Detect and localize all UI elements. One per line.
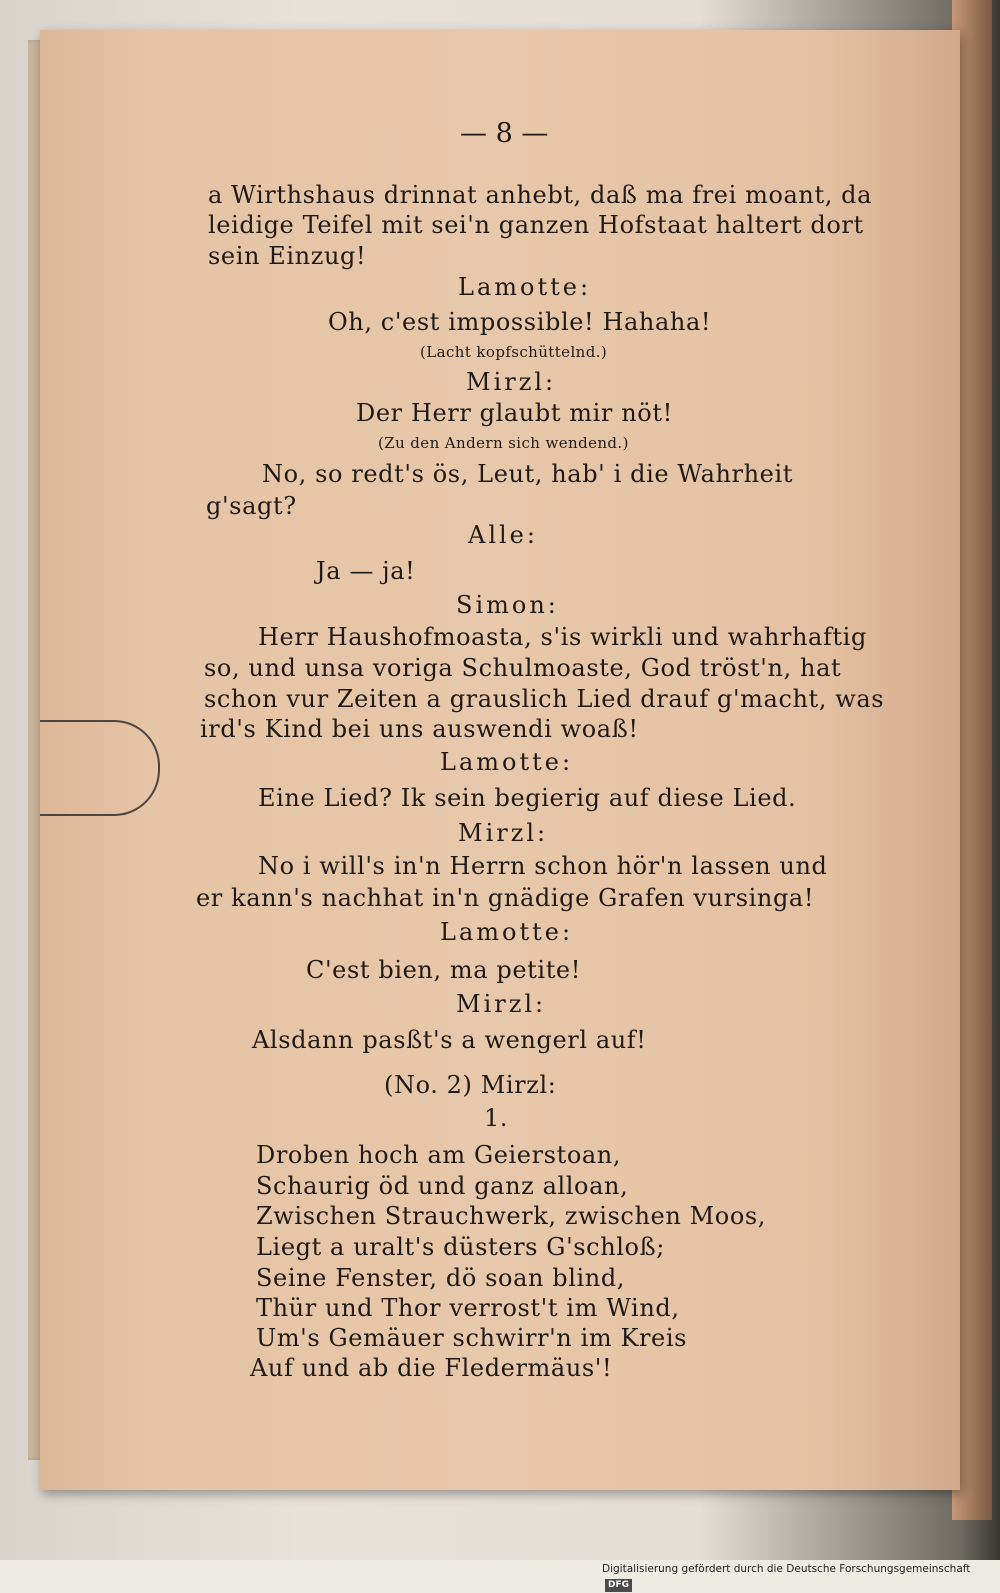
- speaker-name: Mirzl:: [456, 990, 547, 1018]
- text-line: Der Herr glaubt mir nöt!: [356, 399, 673, 427]
- verse-line: Seine Fenster, dö soan blind,: [256, 1264, 626, 1292]
- verse-line: Schaurig öd und ganz alloan,: [256, 1172, 629, 1200]
- speaker-name: Mirzl:: [458, 819, 549, 847]
- text-line: g'sagt?: [206, 492, 297, 520]
- text-line: C'est bien, ma petite!: [306, 956, 581, 984]
- speaker-name: Simon:: [456, 591, 559, 619]
- page-number: — 8 —: [460, 118, 549, 149]
- dfg-logo: DFG: [605, 1579, 632, 1592]
- text-line: ird's Kind bei uns auswendi woaß!: [200, 715, 639, 743]
- verse-line: Liegt a uralt's düsters G'schloß;: [256, 1233, 665, 1261]
- digitization-credit: [602, 1561, 1000, 1590]
- text-line: No, so redt's ös, Leut, hab' i die Wahrheit: [262, 460, 793, 488]
- text-line: sein Einzug!: [208, 242, 367, 270]
- text-line: schon vur Zeiten a grauslich Lied drauf g'macht, was: [204, 685, 885, 713]
- speaker-name: Alle:: [468, 521, 538, 549]
- verse-line: Um's Gemäuer schwirr'n im Kreis: [256, 1324, 688, 1352]
- text-line: Ja — ja!: [316, 557, 416, 585]
- verse-line: Zwischen Strauchwerk, zwischen Moos,: [256, 1202, 767, 1230]
- song-heading: (No. 2) Mirzl:: [384, 1071, 557, 1099]
- speaker-name: Mirzl:: [466, 368, 557, 396]
- text-line: a Wirthshaus drinnat anhebt, daß ma frei moant, da: [208, 181, 873, 209]
- stage-direction: (Zu den Andern sich wendend.): [378, 434, 629, 452]
- verse-line: Droben hoch am Geierstoan,: [256, 1141, 622, 1169]
- speaker-name: Lamotte:: [458, 273, 592, 301]
- text-line: so, und unsa voriga Schulmoaste, God tröst'n, hat: [204, 654, 842, 682]
- speaker-name: Lamotte:: [440, 918, 574, 946]
- text-line: Oh, c'est impossible! Hahaha!: [328, 308, 712, 336]
- verse-number: 1.: [484, 1104, 509, 1132]
- text-line: er kann's nachhat in'n gnädige Grafen vursinga!: [196, 884, 815, 912]
- stage-direction: (Lacht kopfschüttelnd.): [420, 343, 608, 361]
- text-line: No i will's in'n Herrn schon hör'n lassen und: [258, 852, 828, 880]
- speaker-name: Lamotte:: [440, 748, 574, 776]
- text-line: Alsdann pasßt's a wengerl auf!: [252, 1026, 647, 1054]
- text-line: Eine Lied? Ik sein begierig auf diese Lied.: [258, 784, 797, 812]
- paper-clip: [40, 720, 160, 816]
- text-line: leidige Teifel mit sei'n ganzen Hofstaat haltert dort: [208, 211, 864, 239]
- verse-line: Thür und Thor verrost't im Wind,: [256, 1294, 680, 1322]
- credit-text: Digitalisierung gefördert durch die Deutsche Forschungsgemeinschaft: [602, 1563, 971, 1575]
- text-line: Herr Haushofmoasta, s'is wirkli und wahrhaftig: [258, 623, 867, 651]
- verse-line: Auf und ab die Fledermäus'!: [250, 1354, 613, 1382]
